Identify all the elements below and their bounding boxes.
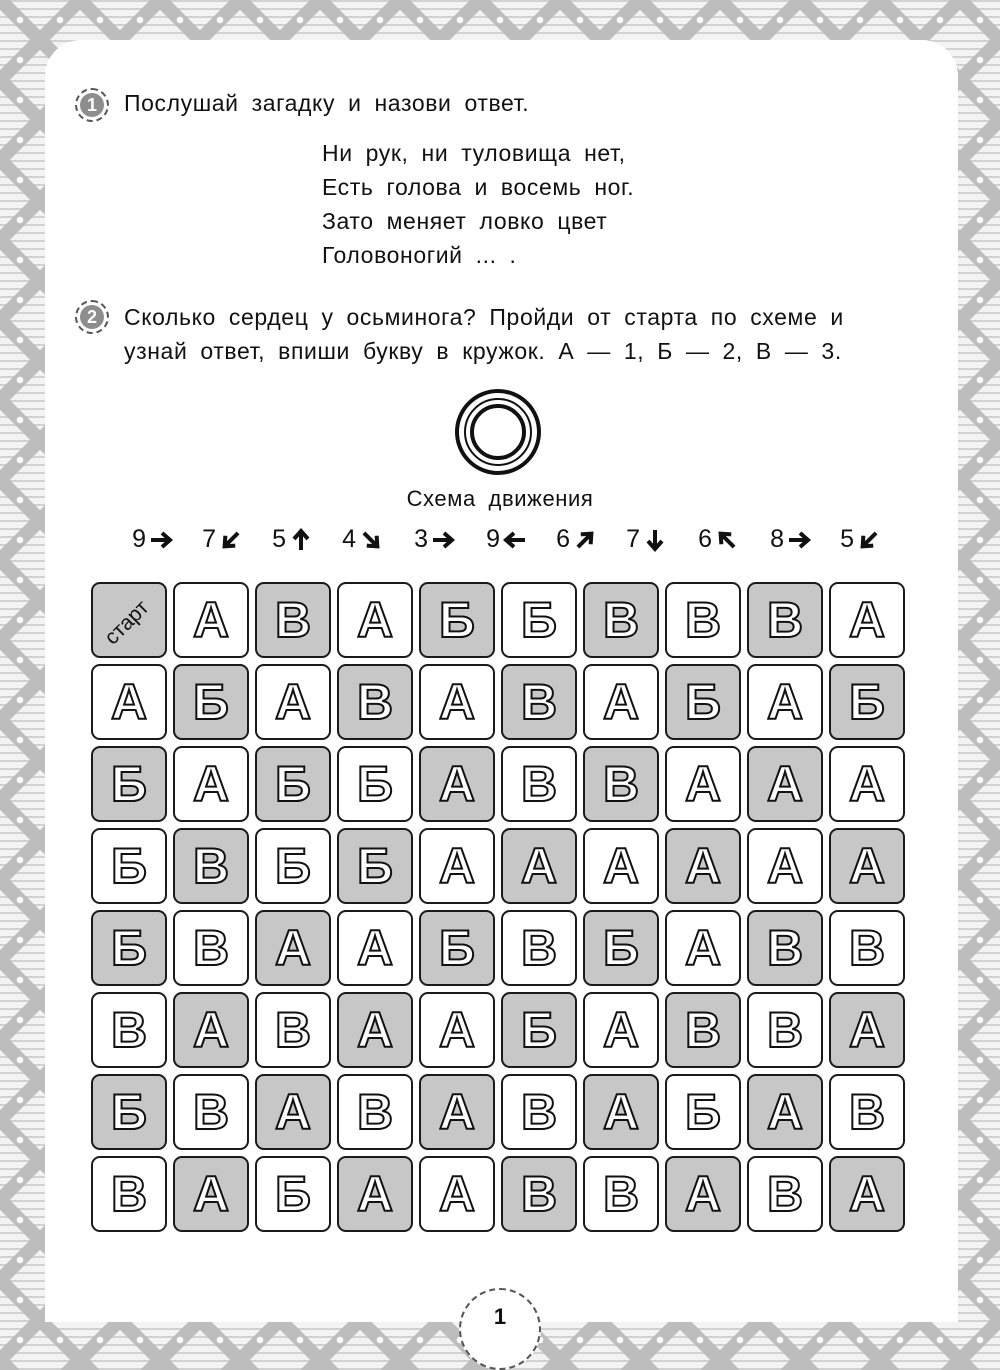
step-count: 5 (840, 525, 854, 553)
riddle (322, 136, 634, 272)
letter-cell: В (173, 1074, 249, 1150)
arrow-left-icon (502, 527, 528, 553)
letter-cell: В (501, 1074, 577, 1150)
arrow-down-left-icon (218, 527, 244, 553)
letter-cell: А (583, 992, 659, 1068)
letter-cell: А (337, 992, 413, 1068)
step-count: 9 (486, 525, 500, 553)
letter-cell: В (337, 1074, 413, 1150)
letter-cell: В (255, 582, 331, 658)
letter-cell: Б (665, 664, 741, 740)
letter-cell: В (747, 910, 823, 986)
letter-cell: А (173, 1156, 249, 1232)
letter-cell: Б (91, 828, 167, 904)
letter-cell: Б (583, 910, 659, 986)
letter-cell: Б (419, 910, 495, 986)
task-2-instruction-line-1: Сколько сердец у осьминога? Пройди от старта по схеме и (124, 304, 844, 330)
letter-cell: А (829, 828, 905, 904)
letter-cell: В (501, 746, 577, 822)
start-label: старт (99, 595, 154, 650)
letter-cell: А (747, 746, 823, 822)
letter-cell: Б (665, 1074, 741, 1150)
start-cell (91, 582, 167, 658)
letter-cell: А (829, 582, 905, 658)
letter-cell: А (337, 910, 413, 986)
letter-cell: Б (829, 664, 905, 740)
letter-cell: В (91, 1156, 167, 1232)
letter-cell: А (583, 664, 659, 740)
letter-cell: В (583, 582, 659, 658)
arrow-right-icon (786, 527, 812, 553)
letter-cell: В (583, 746, 659, 822)
letter-cell: А (747, 664, 823, 740)
letter-cell: Б (337, 828, 413, 904)
task-1-instruction: Послушай загадку и назови ответ. (124, 90, 530, 116)
letter-cell: В (829, 910, 905, 986)
letter-cell: В (173, 828, 249, 904)
letter-cell: Б (337, 746, 413, 822)
scheme-step (410, 525, 456, 554)
letter-cell: А (337, 582, 413, 658)
letter-cell: А (255, 664, 331, 740)
step-count: 8 (770, 525, 784, 553)
arrow-down-left-icon (856, 527, 882, 553)
step-count: 9 (132, 525, 146, 553)
letter-cell: А (173, 746, 249, 822)
scheme-step (552, 525, 598, 554)
letter-cell: Б (501, 992, 577, 1068)
letter-cell: А (583, 828, 659, 904)
letter-cell: А (173, 582, 249, 658)
letter-cell: В (255, 992, 331, 1068)
arrow-down-right-icon (358, 527, 384, 553)
letter-cell: А (419, 1074, 495, 1150)
riddle-line: Есть голова и восемь ног. (322, 174, 635, 200)
step-count: 5 (272, 525, 286, 553)
letter-cell: В (583, 1156, 659, 1232)
letter-cell: А (829, 746, 905, 822)
scheme-step (836, 525, 882, 554)
riddle-line: Ни рук, ни туловища нет, (322, 140, 626, 166)
letter-cell: В (501, 664, 577, 740)
scheme-step (128, 525, 174, 554)
letter-cell: А (829, 992, 905, 1068)
letter-cell: А (665, 910, 741, 986)
letter-cell: Б (255, 828, 331, 904)
letter-cell: В (337, 664, 413, 740)
letter-cell: Б (501, 582, 577, 658)
letter-cell: А (419, 664, 495, 740)
letter-cell: А (173, 992, 249, 1068)
arrow-up-left-icon (714, 527, 740, 553)
letter-cell: В (829, 1074, 905, 1150)
letter-cell: Б (173, 664, 249, 740)
letter-cell: В (173, 910, 249, 986)
letter-cell: А (91, 664, 167, 740)
letter-cell: А (665, 828, 741, 904)
step-count: 6 (556, 525, 570, 553)
letter-cell: В (501, 910, 577, 986)
letter-cell: В (665, 582, 741, 658)
letter-cell: А (419, 992, 495, 1068)
arrow-up-icon (288, 527, 314, 553)
scheme-step (338, 525, 384, 554)
letter-cell: А (829, 1156, 905, 1232)
letter-cell: А (747, 1074, 823, 1150)
letter-cell: А (583, 1074, 659, 1150)
letter-cell: Б (419, 582, 495, 658)
step-count: 7 (626, 525, 640, 553)
letter-cell: А (665, 746, 741, 822)
letter-cell: В (501, 1156, 577, 1232)
scheme-step (694, 525, 740, 554)
scheme-step (482, 525, 528, 554)
letter-cell: Б (255, 746, 331, 822)
scheme-step (622, 525, 668, 554)
letter-cell: В (747, 582, 823, 658)
task-2-badge (75, 300, 109, 334)
letter-cell: А (255, 1074, 331, 1150)
scheme-title: Схема движения (406, 486, 594, 511)
step-count: 3 (414, 525, 428, 553)
letter-cell: Б (91, 746, 167, 822)
scheme-step (766, 525, 812, 554)
task-1-number: 1 (80, 93, 104, 117)
riddle-line: Зато меняет ловко цвет (322, 208, 608, 234)
riddle-line: Головоногий ... . (322, 242, 517, 268)
scheme-step (268, 525, 314, 554)
letter-cell: Б (255, 1156, 331, 1232)
letter-cell: А (419, 746, 495, 822)
task-2-instruction-line-2: узнай ответ, впиши букву в кружок. А — 1, Б — 2, В — 3. (124, 338, 842, 364)
arrow-right-icon (148, 527, 174, 553)
step-count: 4 (342, 525, 356, 553)
letter-cell: Б (91, 910, 167, 986)
letter-cell: А (337, 1156, 413, 1232)
letter-cell: А (747, 828, 823, 904)
letter-cell: В (665, 992, 741, 1068)
letter-cell: А (501, 828, 577, 904)
step-count: 6 (698, 525, 712, 553)
letter-cell: А (255, 910, 331, 986)
arrow-right-icon (430, 527, 456, 553)
page-number: 1 (459, 1288, 541, 1370)
letter-cell: Б (91, 1074, 167, 1150)
letter-cell: А (419, 828, 495, 904)
task-1-badge (75, 88, 109, 122)
step-count: 7 (202, 525, 216, 553)
arrow-down-icon (642, 527, 668, 553)
scheme-step (198, 525, 244, 554)
letter-cell: А (419, 1156, 495, 1232)
letter-cell: В (747, 1156, 823, 1232)
letter-cell: В (747, 992, 823, 1068)
task-2-number: 2 (80, 305, 104, 329)
arrow-up-right-icon (572, 527, 598, 553)
letter-cell: А (665, 1156, 741, 1232)
answer-circle[interactable] (455, 389, 541, 475)
letter-cell: В (91, 992, 167, 1068)
